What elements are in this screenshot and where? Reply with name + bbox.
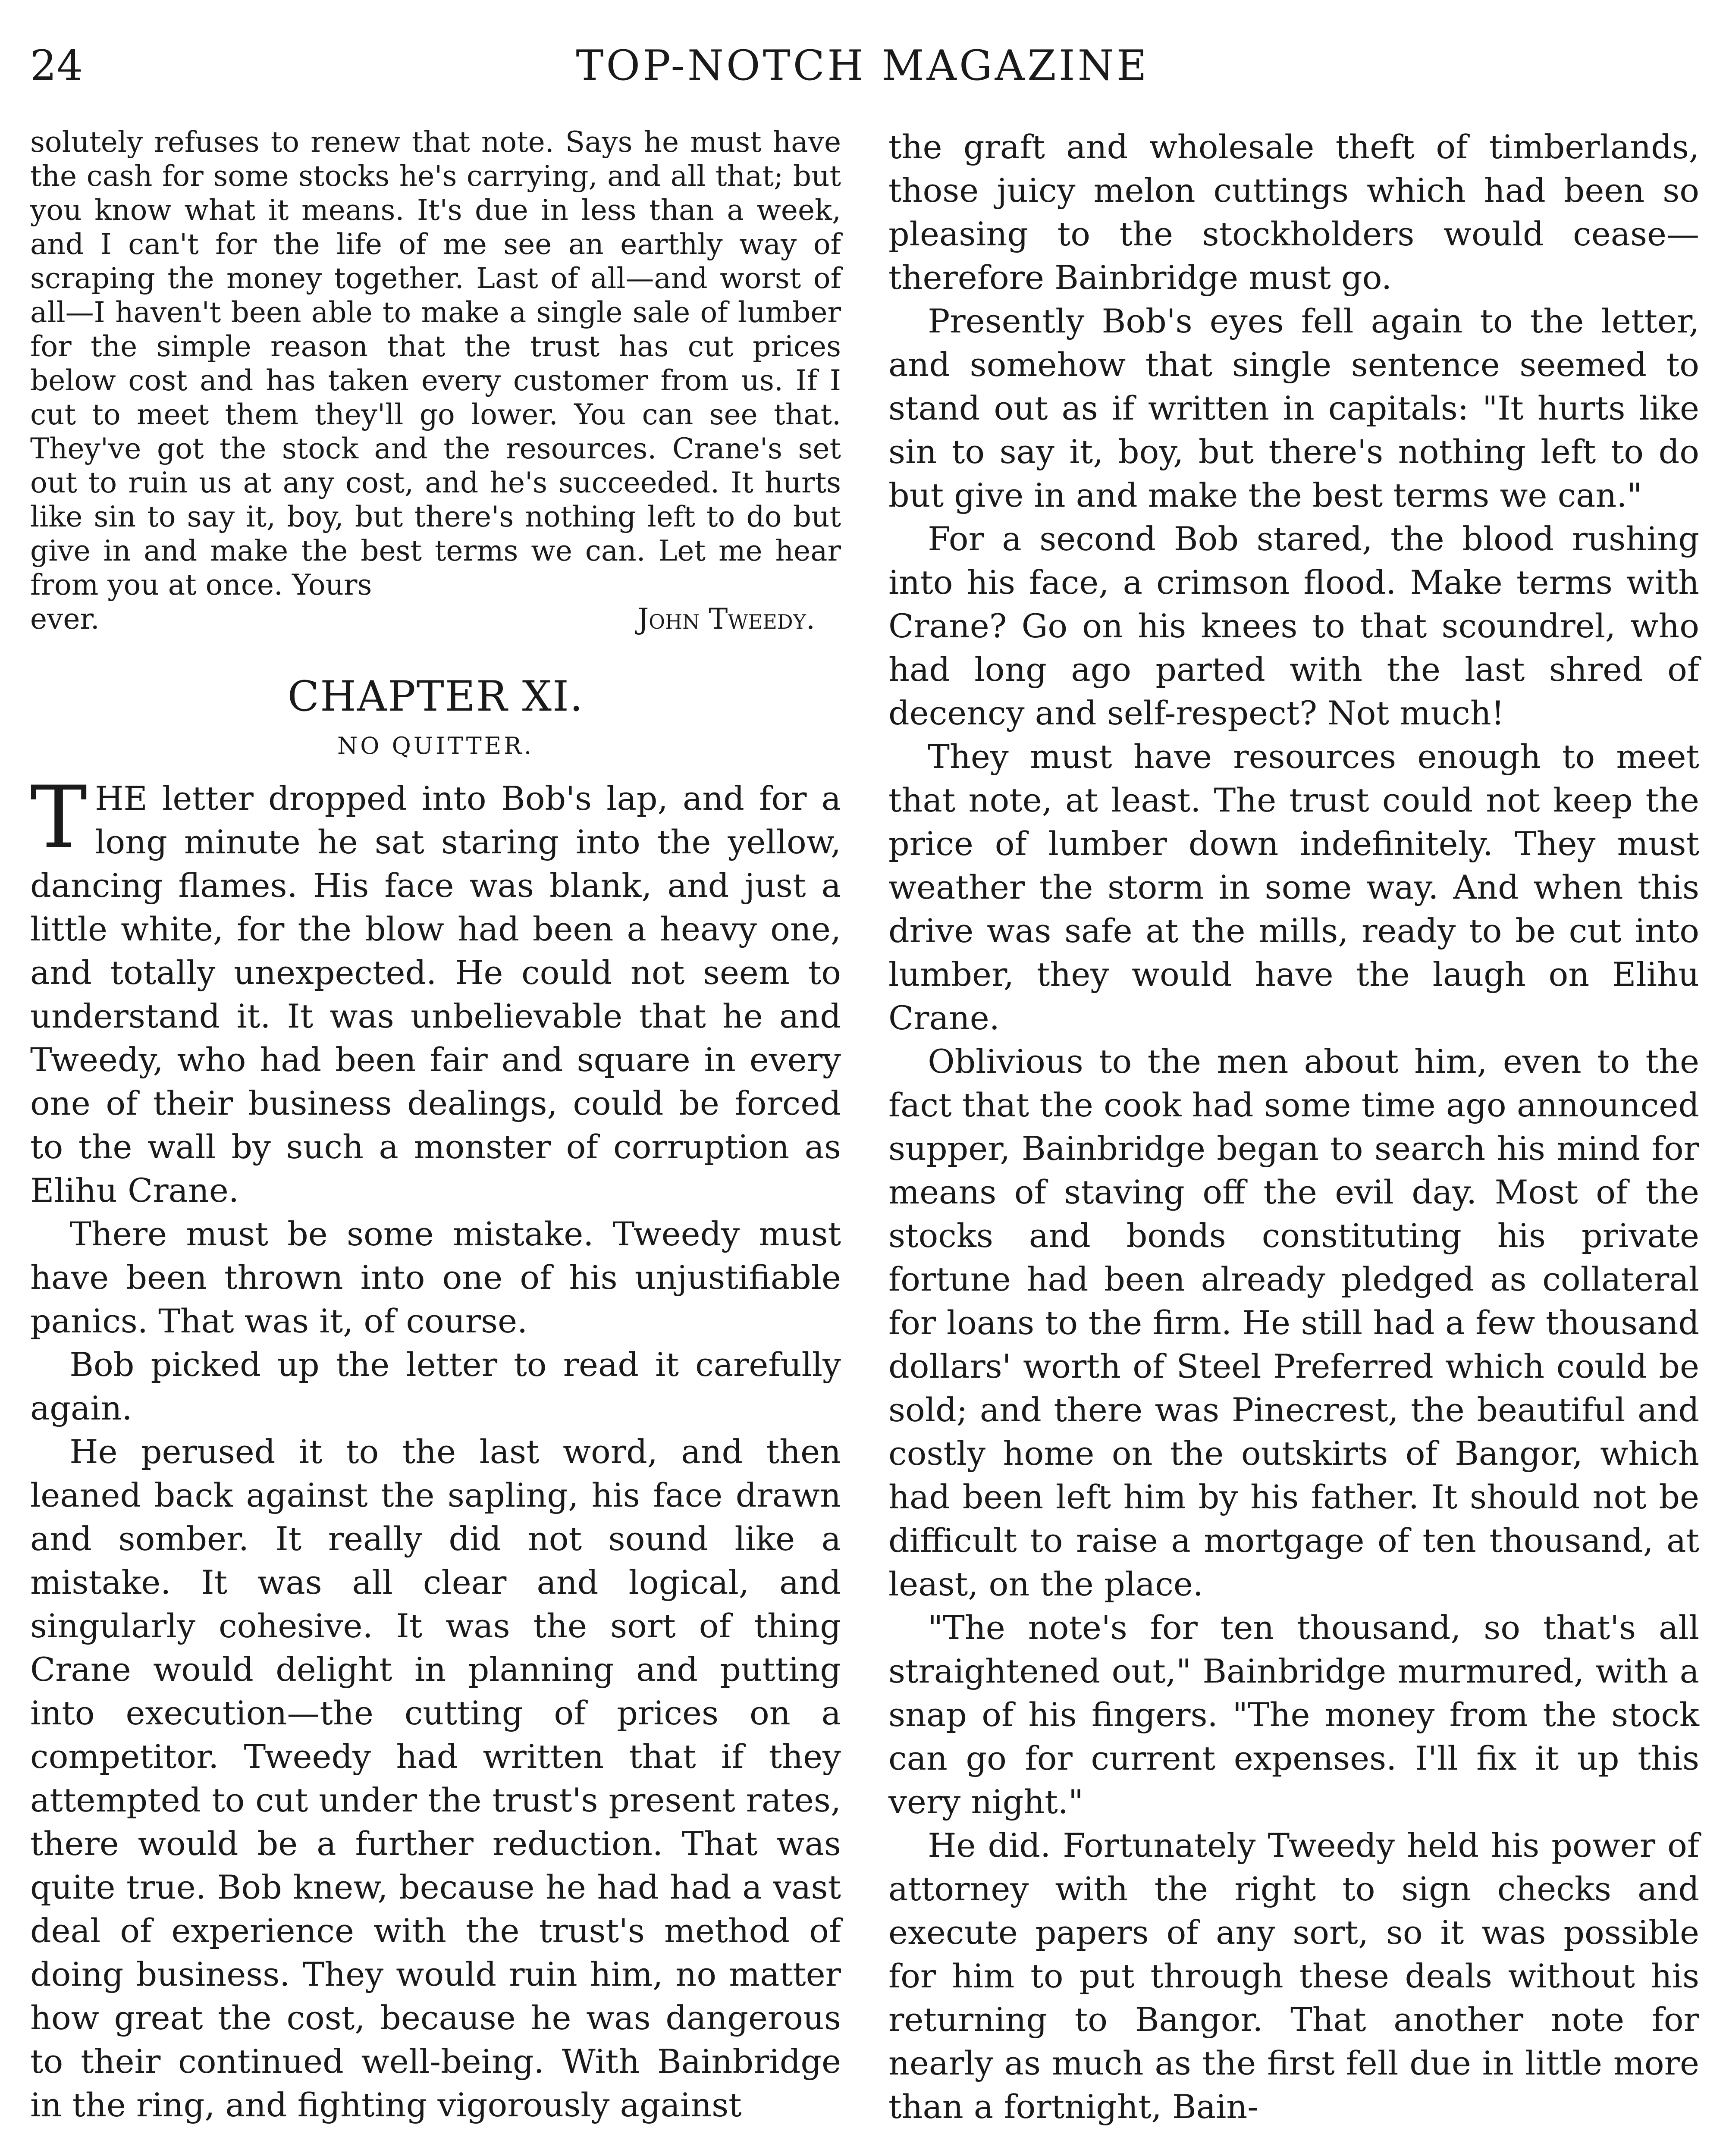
right-column	[888, 125, 1699, 2128]
paragraph: Bob picked up the letter to read it carefully again.	[30, 1345, 841, 1427]
paragraph: For a second Bob stared, the blood rushing into his face, a crimson flood. Make terms with Crane? Go on his knees to that scoundrel, who had long ago parted with the last shred of decency and self-respect? Not much!	[888, 520, 1699, 732]
chapter-subtitle: NO QUITTER.	[337, 732, 534, 759]
left-column	[30, 125, 841, 2127]
page-number: 24	[30, 41, 83, 90]
paragraph: He did. Fortunately Tweedy held his power of attorney with the right to sign checks and execute papers of any sort, so it was possible for him to put through these deals without his returning to Bangor. That another note for nearly as much as the first fell due in little more than a fortnight, Bain-	[888, 1826, 1699, 2126]
letter-signoff	[30, 602, 841, 636]
running-head: TOP-NOTCH MAGAZINE	[576, 41, 1149, 90]
letter-signature: John Tweedy.	[637, 602, 815, 636]
letter-closing: ever.	[30, 602, 100, 636]
paragraph: "The note's for ten thousand, so that's all straightened out," Bainbridge murmured, with a snap of his fingers. "The money from the stock can go for current expenses. I'll fix it up this very night."	[888, 1608, 1699, 1821]
letter-text: solutely refuses to renew that note. Says he must have the cash for some stocks he's carrying, and all that; but you know what it means. It's due in less than a week, and I can't for the life of me see an earthly way of scraping the money together. Last of all—and worst of all—I haven't been able to make a single sale of lumber for the simple reason that the trust has cut prices below cost and has taken every customer from us. If I cut to meet them they'll go lower. You can see that. They've got the stock and the resources. Crane's set out to ruin us at any cost, and he's succeeded. It hurts like sin to say it, boy, but there's nothing left to do but give in and make the best terms we can. Let me hear from you at once. Yours	[30, 125, 841, 602]
paragraph: Presently Bob's eyes fell again to the letter, and somehow that single sentence seemed to stand out as if written in capitals: "It hurts like sin to say it, boy, but there's nothing left to do but give in and make the best terms we can."	[888, 302, 1699, 514]
paragraph	[30, 768, 841, 1212]
paragraph: the graft and wholesale theft of timberlands, those juicy melon cuttings which had been so pleasing to the stockholders would cease—therefore Bainbridge must go.	[888, 128, 1699, 297]
chapter-title: CHAPTER XI.	[287, 672, 584, 721]
paragraph-text: HE letter dropped into Bob's lap, and for a long minute he sat staring into the yellow, dancing flames. His face was blank, and just a little white, for the blow had been a heavy one, and totally unexpected. He could not seem to understand it. It was unbelievable that he and Tweedy, who had been fair and square in every one of their business dealings, could be forced to the wall by such a monster of corruption as Elihu Crane.	[30, 779, 841, 1210]
paragraph: He perused it to the last word, and then leaned back against the sapling, his face drawn and somber. It really did not sound like a mistake. It was all clear and logical, and singularly cohesive. It was the sort of thing Crane would delight in planning and putting into execution—the cutting of prices on a competitor. Tweedy had written that if they attempted to cut under the trust's present rates, there would be a further reduction. That was quite true. Bob knew, because he had had a vast deal of experience with the trust's method of doing business. They would ruin him, no matter how great the cost, because he was dangerous to their continued well-being. With Bainbridge in the ring, and fighting vigorously against	[30, 1432, 841, 2124]
page-header	[30, 40, 1695, 96]
paragraph: There must be some mistake. Tweedy must have been thrown into one of his unjustifiable panics. That was it, of course.	[30, 1215, 841, 1340]
paragraph: Oblivious to the men about him, even to the fact that the cook had some time ago announced supper, Bainbridge began to search his mind for means of staving off the evil day. Most of the stocks and bonds constituting his private fortune had been already pledged as collateral for loans to the firm. He still had a few thousand dollars' worth of Steel Preferred which could be sold; and there was Pinecrest, the beautiful and costly home on the outskirts of Bangor, which had been left him by his father. It should not be difficult to raise a mortgage of ten thousand, at least, on the place.	[888, 1042, 1699, 1603]
drop-cap: T	[30, 768, 88, 867]
paragraph: They must have resources enough to meet that note, at least. The trust could not keep the price of lumber down indefinitely. They must weather the storm in some way. And when this drive was safe at the mills, ready to be cut into lumber, they would have the laugh on Elihu Crane.	[888, 737, 1699, 1037]
